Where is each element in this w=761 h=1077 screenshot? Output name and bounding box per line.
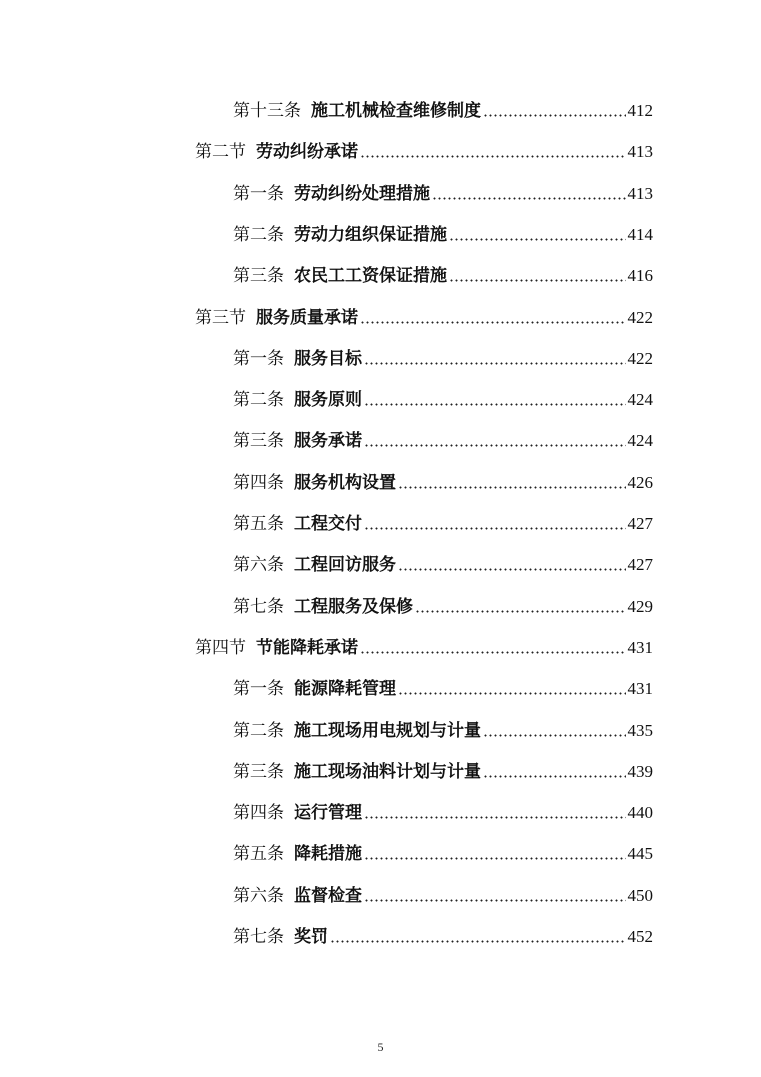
toc-article-entry[interactable] [233,753,653,783]
toc-entry-label: 第七条 [233,927,284,947]
toc-dot-leader [483,775,626,778]
toc-entry-title: 施工现场油料计划与计量 [294,761,481,782]
toc-entry-label: 第五条 [233,514,284,534]
toc-entry-title: 施工现场用电规划与计量 [294,720,481,741]
toc-entry-page: 424 [627,431,653,451]
toc-entry-title: 能源降耗管理 [294,679,396,700]
toc-entry-label: 第五条 [233,844,284,865]
toc-entry-title: 服务质量承诺 [256,307,358,328]
toc-entry-label: 第一条 [233,679,284,700]
toc-dot-leader [364,857,626,860]
toc-dot-leader [449,238,626,241]
toc-entry-label: 第四节 [195,637,246,658]
toc-dot-leader [398,692,626,695]
toc-entry-label: 第三条 [233,761,284,782]
toc-section-entry[interactable] [195,133,653,163]
toc-entry-label: 第三条 [233,431,284,452]
toc-entry-title: 节能降耗承诺 [256,637,358,658]
toc-entry-page: 422 [627,348,653,368]
toc-entry-title: 工程交付 [294,514,362,534]
toc-dot-leader [364,444,626,447]
toc-section-entry[interactable] [195,629,653,659]
toc-entry-label: 第六条 [233,555,284,576]
toc-entry-title: 工程服务及保修 [294,596,413,617]
toc-entry-page: 440 [627,803,653,823]
toc-dot-leader [364,899,626,902]
toc-entry-title: 监督检查 [294,885,362,906]
toc-dot-leader [364,816,626,819]
toc-entry-page: 431 [627,637,653,657]
toc-entry-page: 414 [627,224,653,244]
toc-entry-label: 第三条 [233,266,284,287]
toc-dot-leader [449,279,626,282]
toc-entry-label: 第一条 [233,348,284,369]
toc-entry-page: 413 [627,142,653,162]
toc-entry-label: 第一条 [233,183,284,204]
toc-dot-leader [432,197,626,200]
toc-dot-leader [360,321,626,324]
toc-entry-label: 第四条 [233,472,284,493]
toc-entry-page: 439 [627,761,653,781]
toc-entry-title: 奖罚 [294,927,328,947]
toc-article-entry[interactable] [233,712,653,742]
toc-entry-title: 劳动力组织保证措施 [294,224,447,245]
toc-entry-title: 服务原则 [294,390,362,411]
page-number: 5 [377,1040,384,1054]
toc-entry-page: 412 [627,101,653,120]
toc-entry-label: 第四条 [233,803,284,824]
toc-article-entry[interactable] [233,340,653,370]
toc-section-entry[interactable] [195,299,653,329]
toc-article-entry[interactable] [233,588,653,618]
toc-entry-label: 第七条 [233,596,284,617]
toc-dot-leader [415,610,626,613]
toc-dot-leader [483,734,626,737]
toc-entry-title: 劳动纠纷承诺 [256,142,358,163]
toc-article-entry[interactable] [233,670,653,700]
toc-entry-title: 服务目标 [294,348,362,369]
toc-article-entry[interactable] [233,216,653,246]
toc-entry-page: 416 [627,266,653,286]
toc-dot-leader [398,486,626,489]
toc-entry-label: 第二条 [233,720,284,741]
toc-dot-leader [364,527,626,530]
toc-entry-title: 农民工工资保证措施 [294,266,447,287]
toc-entry-title: 服务机构设置 [294,472,396,493]
toc-dot-leader [360,155,626,158]
toc-article-entry[interactable] [233,464,653,494]
toc-dot-leader [364,362,626,365]
toc-entry-page: 435 [627,720,653,740]
toc-entry-label: 第三节 [195,307,246,328]
toc-dot-leader [483,114,626,117]
toc-entry-label: 第六条 [233,885,284,906]
toc-dot-leader [330,940,626,943]
toc-entry-label: 第二条 [233,224,284,245]
toc-article-entry[interactable] [233,257,653,287]
toc-entry-title: 工程回访服务 [294,555,396,576]
toc-dot-leader [364,403,626,406]
toc-article-entry[interactable] [233,794,653,824]
toc-entry-page: 426 [627,472,653,492]
toc-dot-leader [360,651,626,654]
toc-dot-leader [398,568,626,571]
toc-entry-page: 424 [627,390,653,410]
toc-article-entry[interactable] [233,175,653,205]
toc-entry-page: 427 [627,555,653,575]
toc-article-entry[interactable] [233,505,653,535]
toc-entry-page: 413 [627,183,653,203]
toc-entry-title: 服务承诺 [294,431,362,452]
toc-entry-title: 降耗措施 [294,844,362,865]
toc-article-entry[interactable] [233,422,653,452]
toc-entry-page: 452 [627,927,653,946]
toc-entry-page: 427 [627,514,653,533]
toc-entry-page: 445 [627,844,653,864]
toc-article-entry[interactable] [233,877,653,907]
toc-entry-page: 429 [627,596,653,616]
toc-article-entry[interactable] [233,92,653,122]
toc-entry-page: 450 [627,885,653,905]
toc-entry-label: 第二节 [195,142,246,163]
toc-article-entry[interactable] [233,381,653,411]
toc-entry-title: 劳动纠纷处理措施 [294,183,430,204]
toc-entry-label: 第十三条 [233,101,301,121]
toc-article-entry[interactable] [233,546,653,576]
toc-article-entry[interactable] [233,918,653,948]
toc-entry-title: 运行管理 [294,803,362,824]
toc-entry-title: 施工机械检查维修制度 [311,101,481,121]
toc-entry-page: 422 [627,307,653,327]
toc-entry-page: 431 [627,679,653,699]
toc-article-entry[interactable] [233,835,653,865]
toc-entry-label: 第二条 [233,390,284,411]
